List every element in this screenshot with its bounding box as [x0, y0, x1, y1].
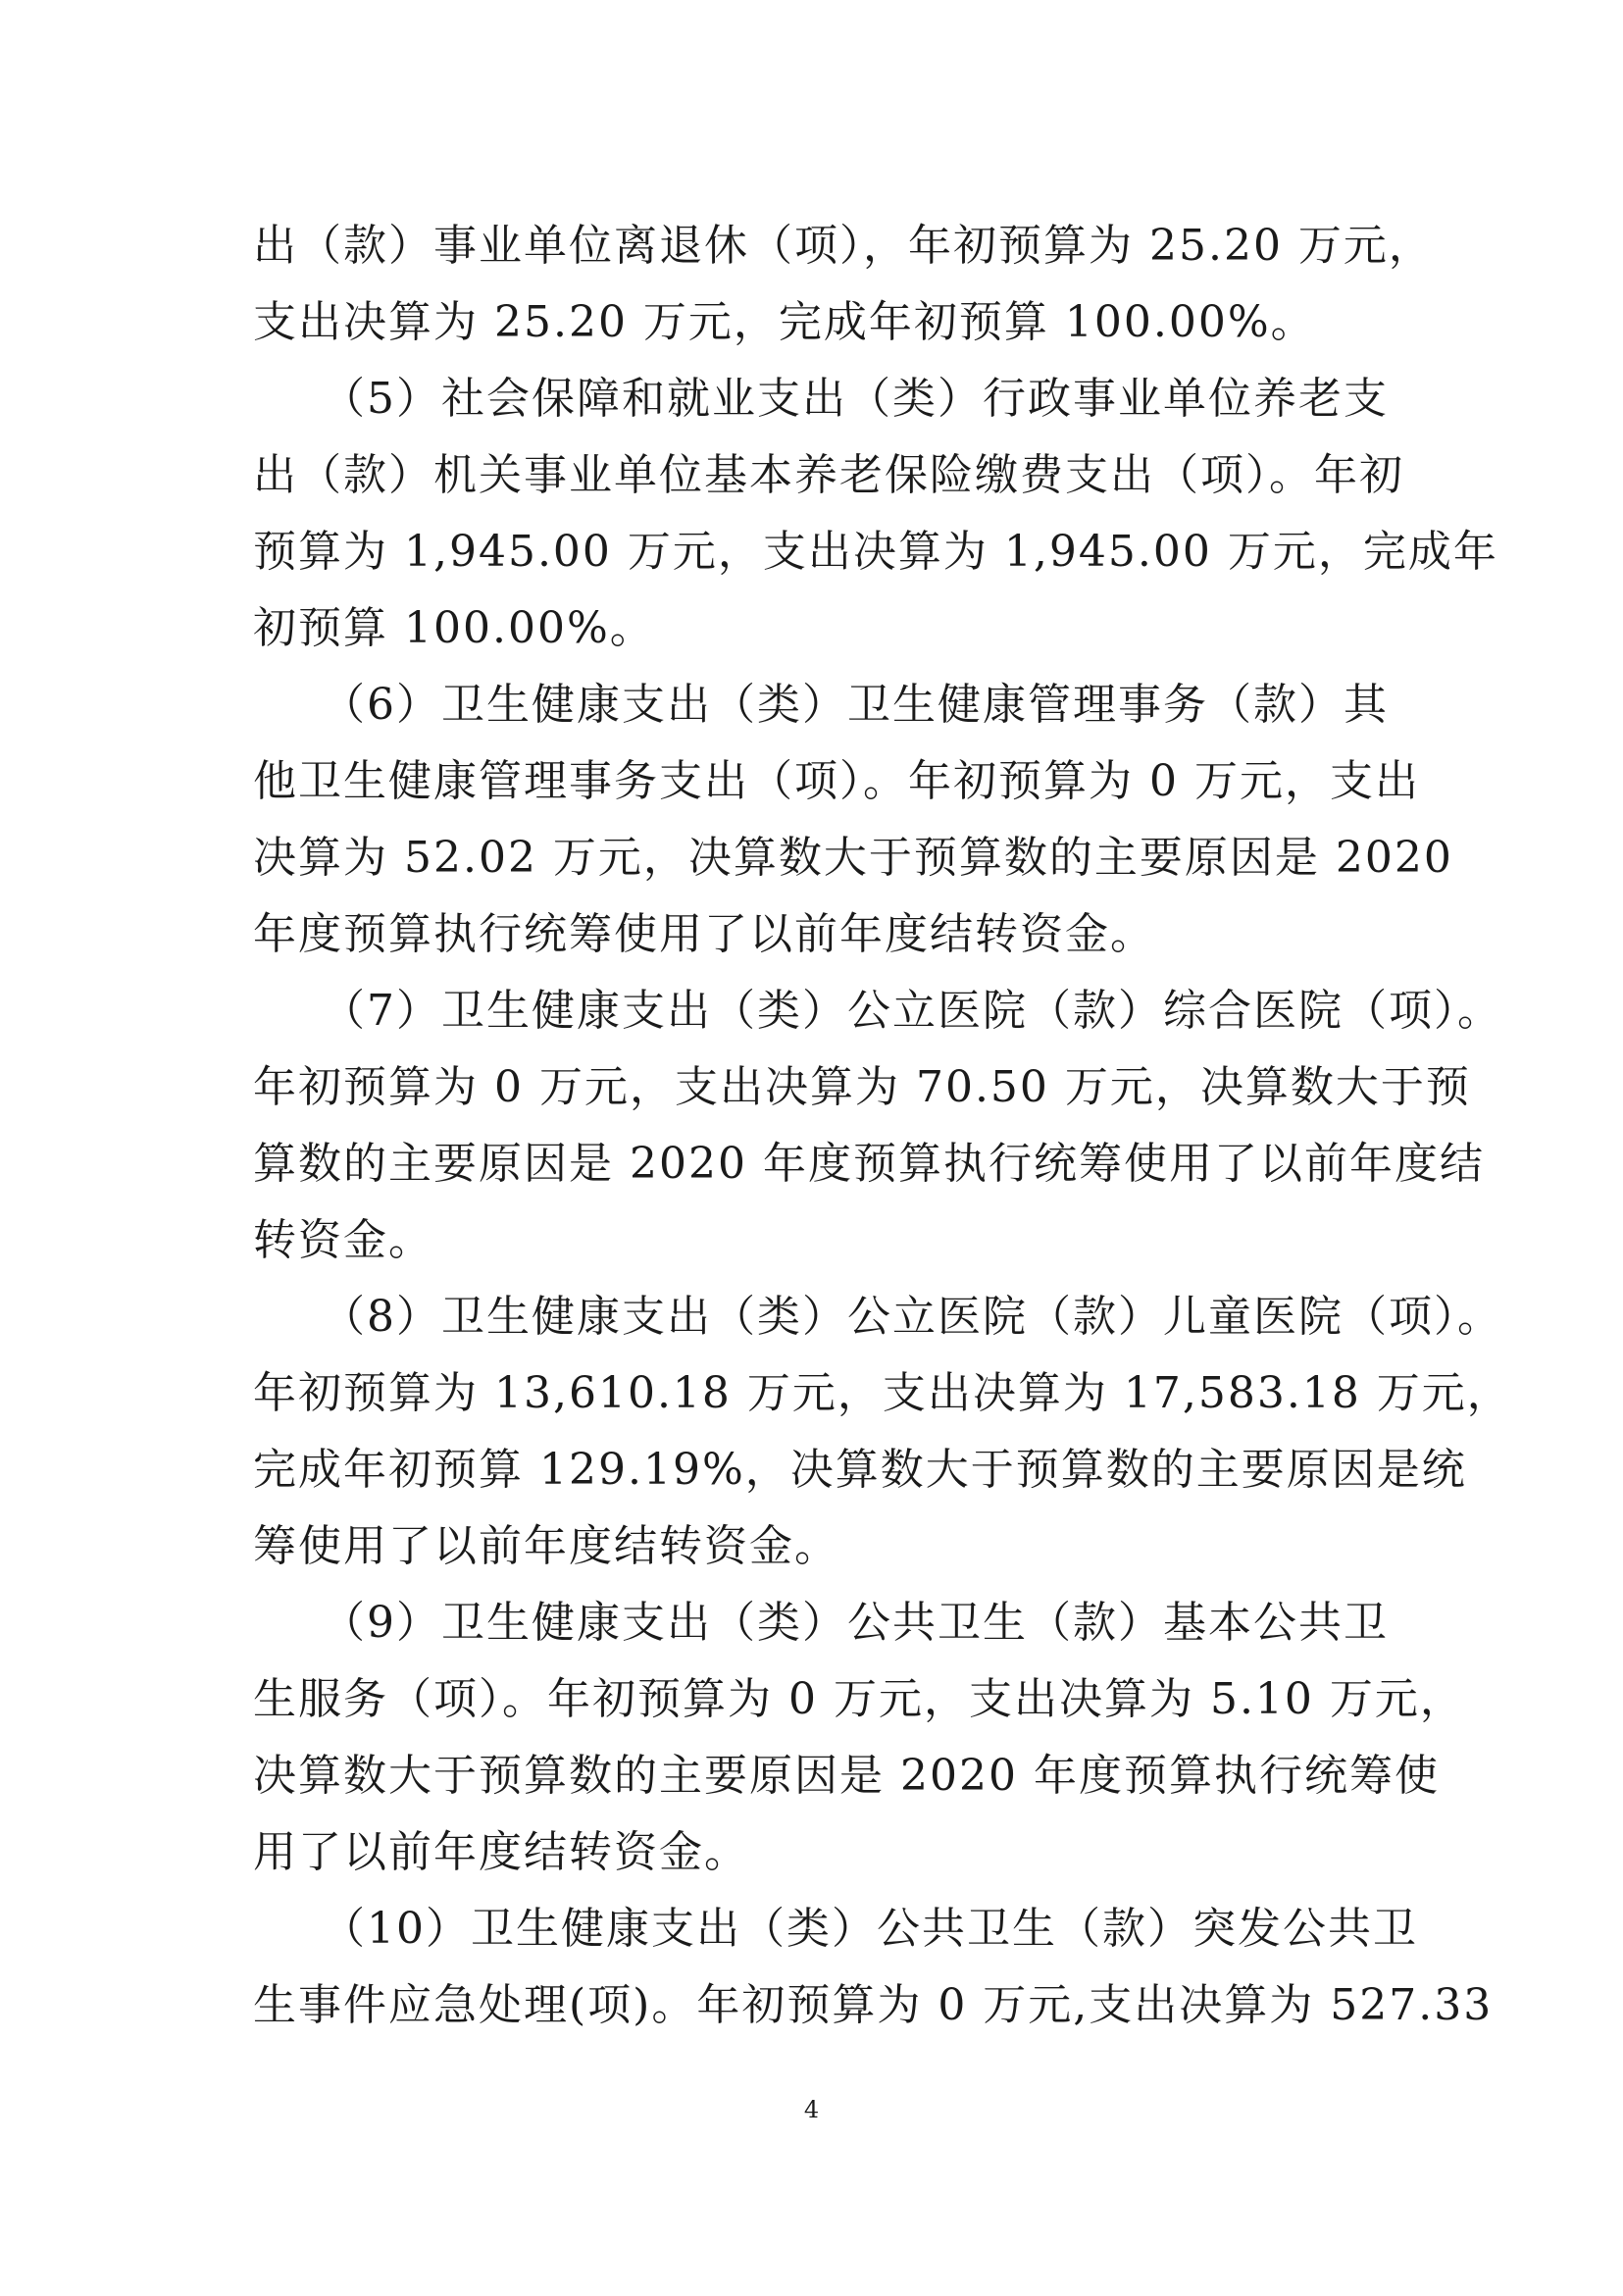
paragraph-item-10 [253, 1891, 1494, 2044]
text-line: 出（款）机关事业单位基本养老保险缴费支出（项）。年初 [253, 450, 1404, 500]
paragraph-item-8 [253, 1279, 1512, 1585]
text-line: 年度预算执行统筹使用了以前年度结转资金。 [253, 909, 1155, 959]
text-line: 年初预算为 0 万元，支出决算为 70.50 万元，决算数大于预 [253, 1062, 1471, 1112]
paragraph-item-7 [253, 973, 1502, 1279]
paragraph-retirement [253, 208, 1434, 361]
text-line: 筹使用了以前年度结转资金。 [253, 1521, 839, 1571]
page-number: 4 [803, 2096, 820, 2123]
text-line: 出（款）事业单位离退休（项），年初预算为 25.20 万元， [253, 221, 1434, 271]
text-line: 支出决算为 25.20 万元，完成年初预算 100.00%。 [253, 297, 1316, 347]
text-line: （9）卫生健康支出（类）公共卫生（款）基本公共卫 [253, 1598, 1389, 1648]
text-line: （7）卫生健康支出（类）公立医院（款）综合医院（项）。 [253, 986, 1502, 1036]
text-line: 转资金。 [253, 1215, 433, 1265]
text-line: （10）卫生健康支出（类）公共卫生（款）突发公共卫 [253, 1904, 1418, 1954]
text-line: 年初预算为 13,610.18 万元，支出决算为 17,583.18 万元， [253, 1368, 1512, 1418]
text-line: 生事件应急处理(项)。年初预算为 0 万元,支出决算为 527.33 [253, 1980, 1494, 2030]
text-line: （8）卫生健康支出（类）公立医院（款）儿童医院（项）。 [253, 1292, 1502, 1342]
text-line: 用了以前年度结转资金。 [253, 1827, 749, 1877]
paragraph-item-5 [253, 361, 1498, 667]
text-line: 决算为 52.02 万元，决算数大于预算数的主要原因是 2020 [253, 833, 1453, 883]
text-line: 完成年初预算 129.19%，决算数大于预算数的主要原因是统 [253, 1445, 1467, 1495]
paragraph-item-6 [253, 667, 1453, 973]
text-line: （6）卫生健康支出（类）卫生健康管理事务（款）其 [253, 680, 1389, 730]
text-line: 生服务（项）。年初预算为 0 万元，支出决算为 5.10 万元， [253, 1674, 1465, 1724]
text-line: 算数的主要原因是 2020 年度预算执行统筹使用了以前年度结 [253, 1139, 1485, 1189]
text-line: 决算数大于预算数的主要原因是 2020 年度预算执行统筹使 [253, 1751, 1440, 1801]
text-line: 他卫生健康管理事务支出（项）。年初预算为 0 万元，支出 [253, 756, 1420, 806]
text-line: 预算为 1,945.00 万元，支出决算为 1,945.00 万元，完成年 [253, 527, 1498, 577]
text-line: （5）社会保障和就业支出（类）行政事业单位养老支 [253, 374, 1389, 424]
document-page [253, 208, 1512, 2044]
text-line: 初预算 100.00%。 [253, 603, 655, 653]
paragraph-item-9 [253, 1585, 1465, 1891]
